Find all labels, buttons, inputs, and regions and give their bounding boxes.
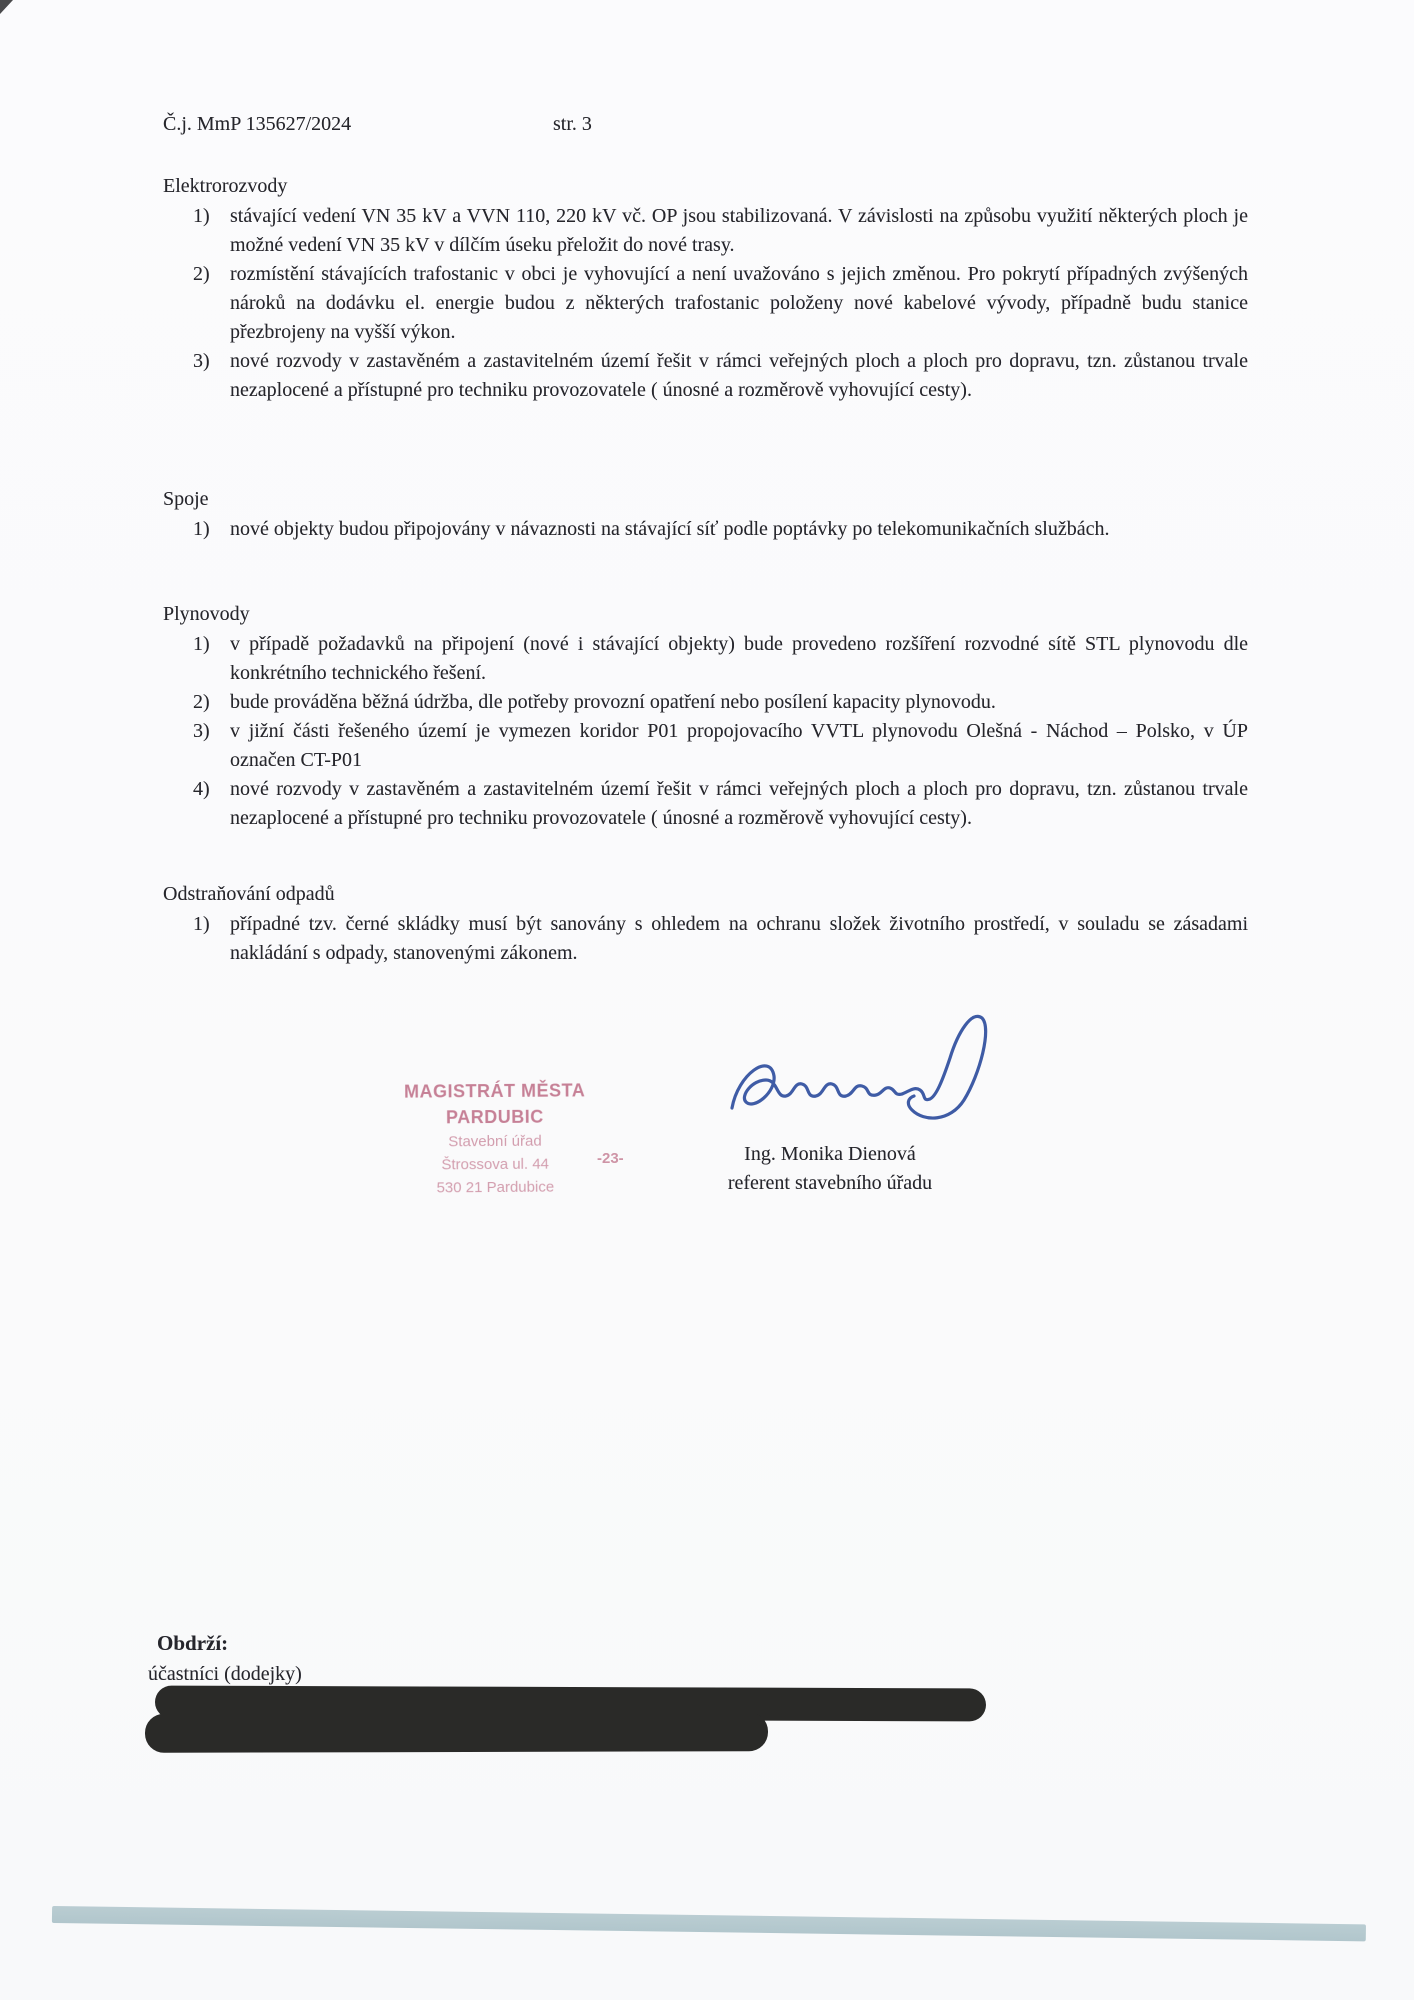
list-item bbox=[163, 347, 1248, 405]
list-item-text: případné tzv. černé skládky musí být sanovány s ohledem na ochranu složek životního prostředí, v souladu se zásadami nakládání s odpady, stanovenými zákonem. bbox=[230, 913, 1248, 964]
signer-block bbox=[705, 1140, 955, 1198]
list-item-number: 2) bbox=[193, 263, 210, 285]
list-item-text: rozmístění stávajících trafostanic v obci je vyhovující a není uvažováno s jejich změnou. Pro pokrytí případných zvýšených nároků na dodávku el. energie budou z některých trafostanic položeny nové kabelové vývody, případně budu stanice přezbrojeny na vyšší výkon. bbox=[230, 263, 1248, 343]
list-item-text: nové rozvody v zastavěném a zastavitelném území řešit v rámci veřejných ploch a ploch pro dopravu, tzn. zůstanou trvale nezaplocené a přístupné pro techniku provozovatele ( únosné a rozměrově vyhovující cesty). bbox=[230, 778, 1248, 829]
handwritten-signature bbox=[718, 1002, 1018, 1142]
list-item-number: 1) bbox=[193, 518, 210, 540]
list-item-text: nové rozvody v zastavěném a zastavitelném území řešit v rámci veřejných ploch a ploch pro dopravu, tzn. zůstanou trvale nezaplocené a přístupné pro techniku provozovatele ( únosné a rozměrově vyhovující cesty). bbox=[230, 350, 1248, 401]
list-item-text: nové objekty budou připojovány v návaznosti na stávající síť podle poptávky po telekomunikačních službách. bbox=[230, 518, 1110, 540]
stamp-department: Stavební úřad bbox=[448, 1132, 542, 1151]
signer-name: Ing. Monika Dienová bbox=[744, 1143, 916, 1165]
list-item-number: 1) bbox=[193, 205, 210, 227]
scan-edge-band bbox=[52, 1906, 1366, 1941]
section-list-spoje bbox=[163, 515, 1248, 544]
signer-role: referent stavebního úřadu bbox=[727, 1172, 933, 1194]
section-title-odpady: Odstraňování odpadů bbox=[163, 883, 335, 905]
list-item-number: 2) bbox=[193, 691, 210, 713]
list-item-number: 3) bbox=[193, 350, 210, 372]
scan-corner-artifact bbox=[0, 0, 13, 14]
section-list-odpady bbox=[163, 910, 1248, 968]
stamp-city: 530 21 Pardubice bbox=[436, 1178, 555, 1197]
list-item-number: 1) bbox=[193, 633, 210, 655]
list-item-text: v jižní části řešeného území je vymezen koridor P01 propojovacího VVTL plynovodu Olešná - Náchod – Polsko, v ÚP označen CT-P01 bbox=[230, 720, 1248, 771]
office-stamp bbox=[365, 1077, 626, 1200]
list-item bbox=[163, 515, 1248, 544]
list-item-number: 3) bbox=[193, 720, 210, 742]
list-item bbox=[163, 910, 1248, 968]
section-list-elektrorozvody bbox=[163, 202, 1248, 405]
list-item bbox=[163, 775, 1248, 833]
list-item-text: bude prováděna běžná údržba, dle potřeby provozní opatření nebo posílení kapacity plynovodu. bbox=[230, 691, 996, 713]
list-item-text: v případě požadavků na připojení (nové i stávající objekty) bude provedeno rozšíření rozvodné sítě STL plynovodu dle konkrétního technického řešení. bbox=[230, 633, 1248, 684]
redaction-bar bbox=[145, 1712, 768, 1753]
list-item bbox=[163, 260, 1248, 347]
section-title-spoje: Spoje bbox=[163, 488, 209, 510]
recipients-label: účastníci (dodejky) bbox=[148, 1663, 302, 1685]
stamp-office-name: MAGISTRÁT MĚSTA PARDUBIC bbox=[404, 1080, 586, 1128]
obdrzi-label: Obdrží: bbox=[157, 1631, 229, 1655]
page-number: str. 3 bbox=[553, 113, 592, 135]
list-item-text: stávající vedení VN 35 kV a VVN 110, 220 kV vč. OP jsou stabilizovaná. V závislosti na způsobu využití některých ploch je možné vedení VN 35 kV v dílčím úseku přeložit do nové trasy. bbox=[230, 205, 1248, 256]
case-number: Č.j. MmP 135627/2024 bbox=[163, 113, 352, 135]
section-list-plynovody bbox=[163, 630, 1248, 833]
section-title-plynovody: Plynovody bbox=[163, 603, 250, 625]
list-item-number: 4) bbox=[193, 778, 210, 800]
list-item bbox=[163, 630, 1248, 688]
stamp-number: -23- bbox=[597, 1150, 624, 1167]
page-header bbox=[0, 110, 1414, 139]
stamp-street: Štrossova ul. 44 bbox=[441, 1155, 550, 1174]
list-item bbox=[163, 717, 1248, 775]
section-title-elektrorozvody: Elektrorozvody bbox=[163, 175, 288, 197]
list-item-number: 1) bbox=[193, 913, 210, 935]
list-item bbox=[163, 202, 1248, 260]
list-item bbox=[163, 688, 1248, 717]
